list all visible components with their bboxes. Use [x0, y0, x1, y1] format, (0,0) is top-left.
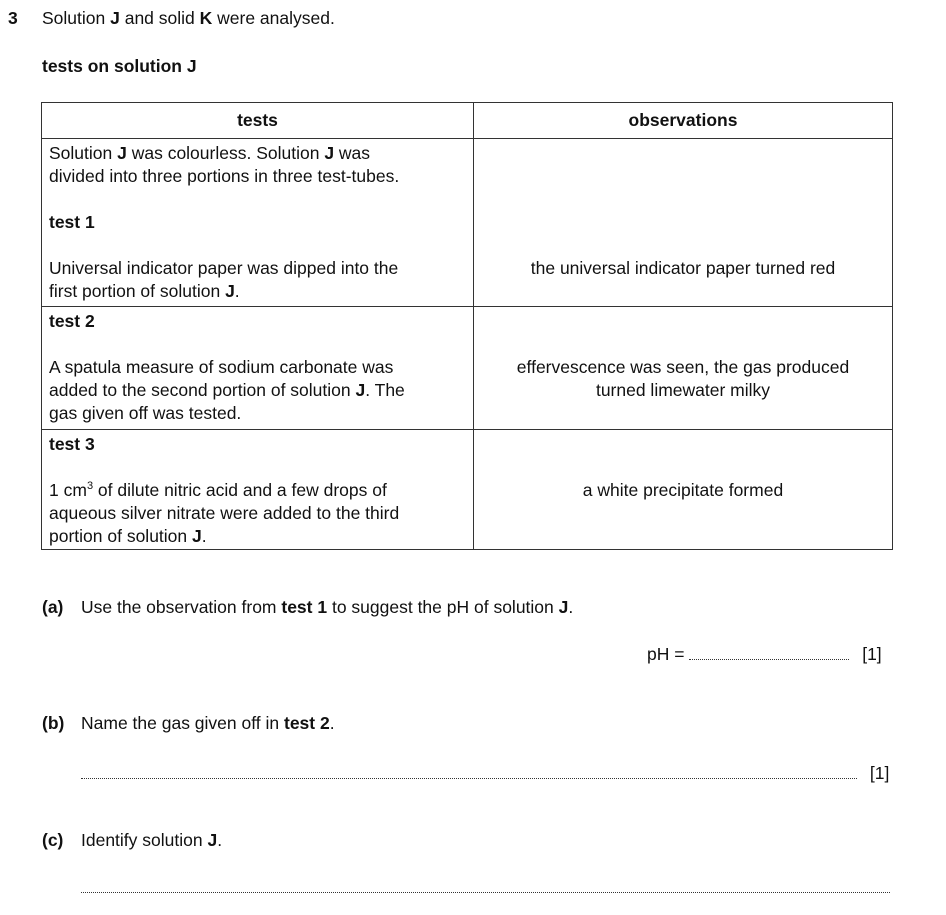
test-3-observation-cell [474, 429, 893, 549]
header-observations: observations [474, 103, 893, 139]
test-2-description: A spatula measure of sodium carbonate was [49, 357, 394, 378]
part-a-answer-line [647, 643, 882, 665]
part-a-label: (a) [42, 597, 64, 617]
section-title: tests on solution J [42, 56, 197, 76]
test-1-cell [42, 139, 474, 307]
test-3-description: 1 $cm^3$ of dilute nitric acid and a few drops of [49, 479, 387, 500]
test-2-observation-cell [474, 307, 893, 429]
part-b-answer-line [81, 762, 889, 784]
test-3-label: test 3 [49, 433, 95, 454]
table-row [42, 139, 893, 307]
tests-table [41, 102, 893, 550]
part-b-label: (b) [42, 713, 65, 733]
test-2-description-line3: gas given off was tested. [49, 403, 242, 424]
test-3-observation: a white precipitate formed [582, 479, 784, 500]
ph-answer-field[interactable] [689, 643, 849, 660]
part-b-question: Name the gas given off in test 2. [81, 713, 335, 733]
test-2-label: test 2 [49, 311, 95, 332]
test-2-observation-line2: turned limewater milky [595, 380, 771, 401]
part-b-marks: [1] [869, 763, 890, 783]
table-row [42, 429, 893, 549]
test-3-description-line2: aqueous silver nitrate were added to the third [49, 502, 400, 523]
test-3-description-line3: portion of solution J. [49, 525, 207, 546]
ph-prefix: pH = [647, 644, 690, 664]
part-a-marks: [1] [862, 644, 882, 664]
table-row [42, 307, 893, 429]
test-2-observation: effervescence was seen, the gas produced [516, 357, 850, 378]
test-2-description-line2: added to the second portion of solution J. The [49, 380, 405, 401]
question-number: 3 [8, 8, 18, 28]
test-2-cell [42, 307, 474, 429]
test-1-description: Universal indicator paper was dipped into the [49, 258, 399, 279]
test-1-observation-cell [474, 139, 893, 307]
gas-answer-field[interactable] [81, 762, 857, 779]
part-a-question: Use the observation from test 1 to suggest the pH of solution J. [81, 597, 574, 617]
solution-j-answer-field[interactable] [81, 876, 890, 893]
test-1-label: test 1 [49, 212, 95, 233]
question-intro: Solution J and solid K were analysed. [42, 8, 335, 28]
header-tests: tests [42, 103, 474, 139]
part-c-label: (c) [42, 830, 64, 850]
table-header-row [42, 103, 893, 139]
test-1-observation: the universal indicator paper turned red [530, 258, 836, 279]
part-c-question: Identify solution J. [81, 830, 223, 850]
solution-intro: Solution J was colourless. Solution J was [49, 143, 371, 164]
test-1-description-line2: first portion of solution J. [49, 281, 240, 302]
solution-intro-line2: divided into three portions in three test-tubes. [49, 166, 400, 187]
test-3-cell [42, 429, 474, 549]
part-c-answer-line [81, 876, 890, 898]
